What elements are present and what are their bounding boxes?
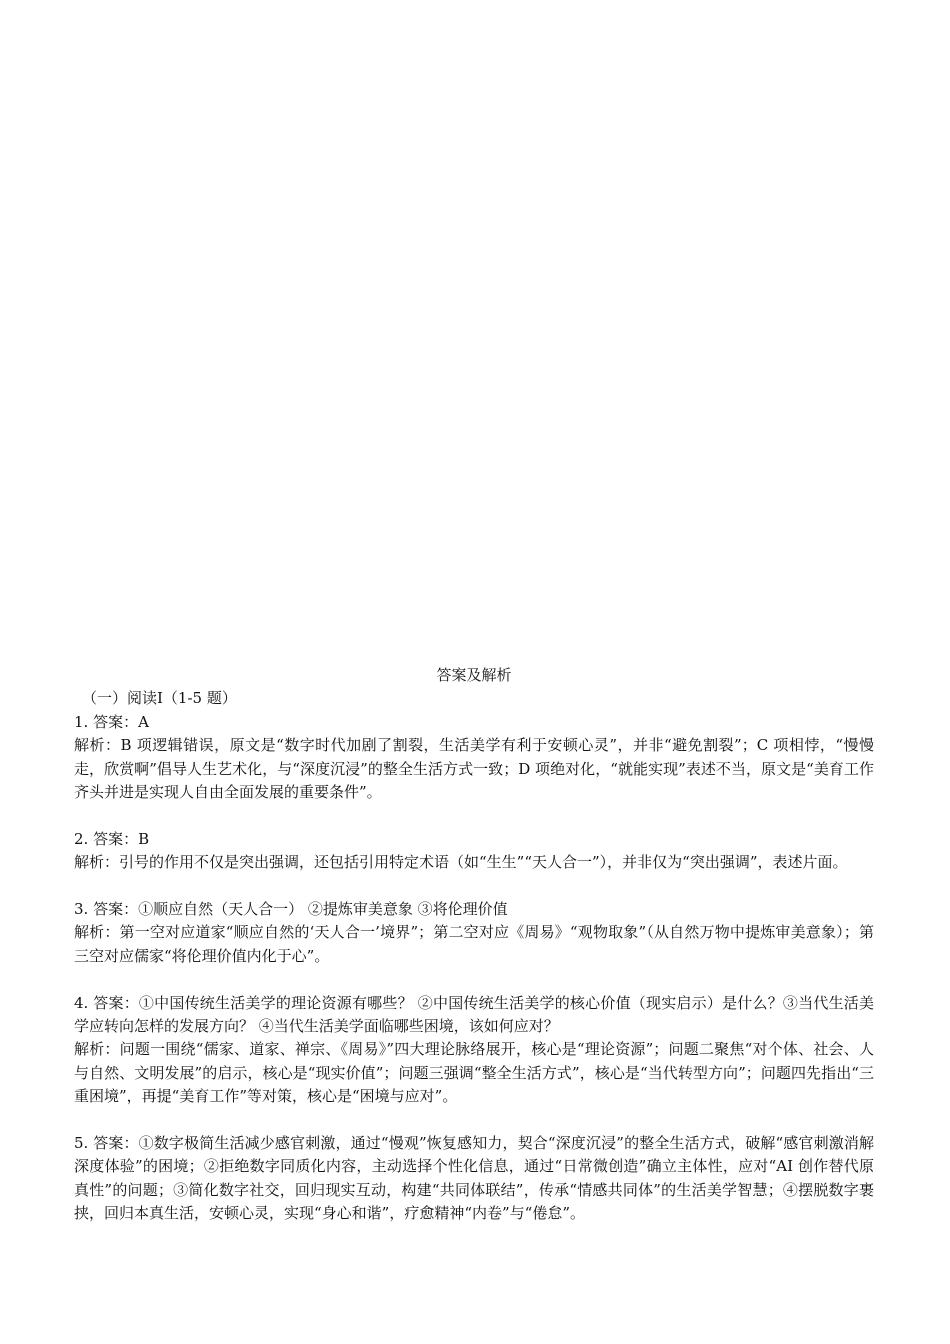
answer-item-3 xyxy=(74,898,874,968)
section-heading: （一）阅读Ⅰ（1-5 题） xyxy=(82,689,237,708)
answer-item-4 xyxy=(74,992,874,1109)
page-title: 答案及解析 xyxy=(436,666,512,684)
spacer xyxy=(74,804,874,827)
answer-line: 1. 答案：A xyxy=(74,712,149,731)
answer-item-1 xyxy=(74,711,874,805)
answer-sheet xyxy=(74,664,874,1226)
spacer xyxy=(74,875,874,898)
analysis-text: 解析：B 项逻辑错误，原文是“数字时代加剧了割裂，生活美学有利于安顿心灵”，并非“避免割裂”；C 项相悖，“慢慢走，欣赏啊”倡导人生艺术化，与“深度沉浸”的整全生活方式一致；D 项绝对化，“就能实现”表述不当，原文是“美育工作齐头并进是实现人自由全面发展的重要条件”。 xyxy=(74,736,874,802)
analysis-text: 解析：问题一围绕“儒家、道家、禅宗、《周易》”四大理论脉络展开，核心是“理论资源”；问题二聚焦“对个体、社会、人与自然、文明发展”的启示，核心是“现实价值”；问题三强调“整全生活方式”，核心是“当代转型方向”；问题四先指出“三重困境”，再提“美育工作”等对策，核心是“困境与应对”。 xyxy=(74,1040,874,1106)
answer-line: 4. 答案：①中国传统生活美学的理论资源有哪些？ ②中国传统生活美学的核心价值（现实启示）是什么？③当代生活美学应转向怎样的发展方向？ ④当代生活美学面临哪些困境，该如何应对？ xyxy=(74,993,874,1036)
analysis-text: 解析：第一空对应道家“顺应自然的‘天人合一’境界”；第二空对应《周易》“观物取象”（从自然万物中提炼审美意象）；第三空对应儒家“将伦理价值内化于心”。 xyxy=(74,923,874,965)
answer-item-2 xyxy=(74,828,874,875)
answer-line: 5. 答案：①数字极简生活减少感官刺激，通过“慢观”恢复感知力，契合“深度沉浸”的整全生活方式，破解“感官刺激消解深度体验”的困境；②拒绝数字同质化内容，主动选择个性化信息，通过“日常微创造”确立主体性，应对“AI 创作替代原真性”的问题；③简化数字社交，回归现实互动，构建“共同体联结”，传承“情感共同体”的生活美学智慧；④摆脱数字裹挟，回归本真生活，安顿心灵，实现“身心和谐”，疗愈精神“内卷”与“倦怠”。 xyxy=(74,1134,874,1223)
analysis-text: 解析：引号的作用不仅是突出强调，还包括引用特定术语（如“生生”“天人合一”），并非仅为“突出强调”，表述片面。 xyxy=(74,853,848,872)
spacer xyxy=(74,968,874,991)
answer-item-5 xyxy=(74,1132,874,1226)
spacer xyxy=(74,1109,874,1132)
answer-line: 2. 答案：B xyxy=(74,829,150,848)
answer-line: 3. 答案：①顺应自然（天人合一） ②提炼审美意象 ③将伦理价值 xyxy=(74,900,508,919)
